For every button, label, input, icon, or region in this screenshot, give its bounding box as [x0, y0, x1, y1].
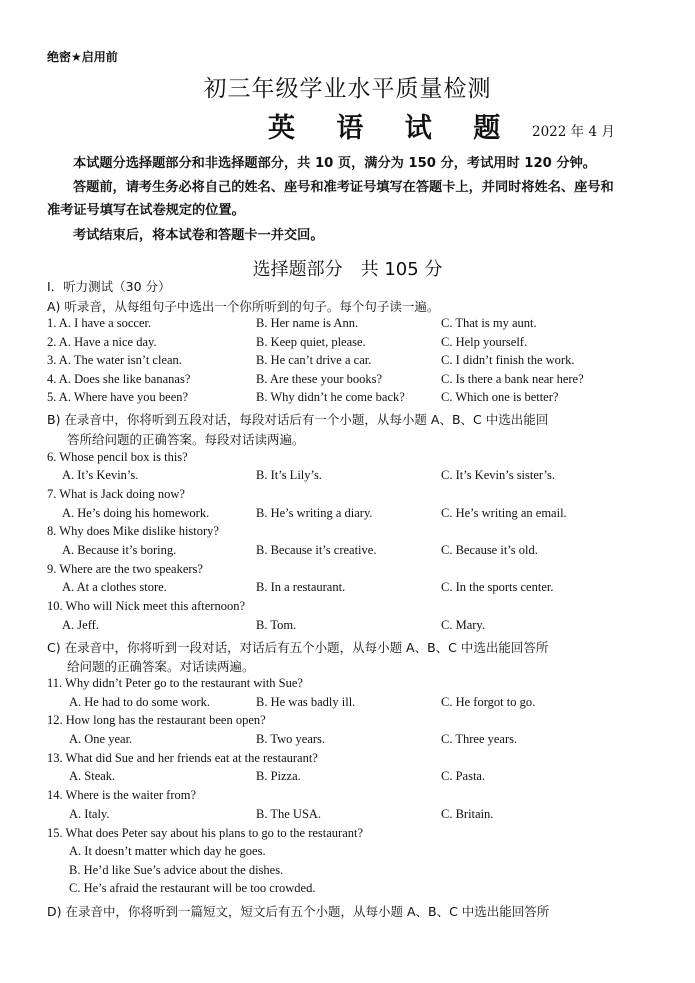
q12-option-b: B. Two years. — [256, 732, 326, 746]
partD-instruction-1: D) 在录音中，你将听到一篇短文，短文后有五个小题，从每小题 A、B、C 中选出能回答所 — [47, 904, 550, 919]
q6-option-a: A. It’s Kevin’s. — [62, 468, 139, 482]
q8-option-c: C. Because it’s old. — [441, 543, 538, 557]
q4-option-a: 4. A. Does she like bananas? — [47, 372, 191, 386]
q2-option-b: B. Keep quiet, please. — [256, 335, 366, 349]
q5-option-a: 5. A. Where have you been? — [47, 390, 189, 404]
q4-option-b: B. Are these your books? — [256, 372, 383, 386]
q9-option-a: A. At a clothes store. — [62, 580, 167, 594]
q1-option-b: B. Her name is Ann. — [256, 316, 359, 330]
q3-option-b: B. He can’t drive a car. — [256, 353, 372, 367]
q8-option-b: B. Because it’s creative. — [256, 543, 377, 557]
q9-option-c: C. In the sports center. — [441, 580, 554, 594]
q1-option-a: 1. A. I have a soccer. — [47, 316, 152, 330]
q14-option-b: B. The USA. — [256, 807, 322, 821]
instruction-3: 考试结束后，将本试卷和答题卡一并交回。 — [73, 228, 324, 243]
q7-option-b: B. He’s writing a diary. — [256, 506, 373, 520]
exam-title: 初三年级学业水平质量检测 — [203, 76, 492, 102]
instruction-2a: 答题前，请考生务必将自己的姓名、座号和准考证号填写在答题卡上，并同时将姓名、座号和 — [73, 180, 614, 195]
q13-question: 13. What did Sue and her friends eat at the restaurant? — [47, 751, 318, 765]
q3-option-a: 3. A. The water isn’t clean. — [47, 353, 182, 367]
section-title: 选择题部分 共 105 分 — [252, 259, 443, 280]
q5-option-b: B. Why didn’t he come back? — [256, 390, 405, 404]
q14-option-c: C. Britain. — [441, 807, 494, 821]
q11-option-c: C. He forgot to go. — [441, 695, 536, 709]
q13-option-b: B. Pizza. — [256, 769, 301, 783]
instruction-1: 本试题分选择题部分和非选择题部分，共 10 页，满分为 150 分，考试用时 120 分钟。 — [73, 156, 596, 171]
instruction-2b: 准考证号填写在试卷规定的位置。 — [47, 203, 245, 218]
q12-option-a: A. One year. — [69, 732, 133, 746]
q15-option-a: A. It doesn’t matter which day he goes. — [69, 844, 266, 858]
q6-question: 6. Whose pencil box is this? — [47, 450, 188, 464]
exam-subject-title: 英 语 试 题 — [268, 113, 517, 144]
q10-option-a: A. Jeff. — [62, 618, 99, 632]
q8-question: 8. Why does Mike dislike history? — [47, 524, 219, 538]
q11-option-a: A. He had to do some work. — [69, 695, 210, 709]
partA-instruction: A) 听录音，从每组句子中选出一个你所听到的句子。每个句子读一遍。 — [47, 299, 440, 314]
q13-option-a: A. Steak. — [69, 769, 116, 783]
q5-option-c: C. Which one is better? — [441, 390, 559, 404]
q10-option-b: B. Tom. — [256, 618, 297, 632]
q2-option-a: 2. A. Have a nice day. — [47, 335, 157, 349]
q9-option-b: B. In a restaurant. — [256, 580, 346, 594]
confidential-label: 绝密★启用前 — [47, 50, 118, 64]
q10-option-c: C. Mary. — [441, 618, 485, 632]
partC-instruction-2: 给问题的正确答案。对话读两遍。 — [67, 659, 255, 674]
q1-option-c: C. That is my aunt. — [441, 316, 537, 330]
q15-question: 15. What does Peter say about his plans to go to the restaurant? — [47, 826, 364, 840]
q4-option-c: C. Is there a bank near here? — [441, 372, 584, 386]
q11-question: 11. Why didn’t Peter go to the restaurant with Sue? — [47, 676, 303, 690]
part1-heading: I．听力测试（30 分） — [47, 279, 171, 294]
q13-option-c: C. Pasta. — [441, 769, 486, 783]
q10-question: 10. Who will Nick meet this afternoon? — [47, 599, 245, 613]
q12-question: 12. How long has the restaurant been open? — [47, 713, 266, 727]
q15-option-b: B. He’d like Sue’s advice about the dishes. — [69, 863, 284, 877]
q6-option-b: B. It’s Lily’s. — [256, 468, 322, 482]
q2-option-c: C. Help yourself. — [441, 335, 528, 349]
q11-option-b: B. He was badly ill. — [256, 695, 356, 709]
q7-question: 7. What is Jack doing now? — [47, 487, 185, 501]
q14-question: 14. Where is the waiter from? — [47, 788, 197, 802]
q6-option-c: C. It’s Kevin’s sister’s. — [441, 468, 556, 482]
q14-option-a: A. Italy. — [69, 807, 110, 821]
partC-instruction-1: C) 在录音中，你将听到一段对话，对话后有五个小题，从每小题 A、B、C 中选出能回答所 — [47, 640, 549, 655]
q3-option-c: C. I didn’t finish the work. — [441, 353, 575, 367]
q8-option-a: A. Because it’s boring. — [62, 543, 177, 557]
q7-option-c: C. He’s writing an email. — [441, 506, 567, 520]
partB-instruction-1: B) 在录音中，你将听到五段对话，每段对话后有一个小题，从每小题 A、B、C 中选出能回 — [47, 412, 549, 427]
q7-option-a: A. He’s doing his homework. — [62, 506, 210, 520]
exam-date: 2022 年 4 月 — [532, 124, 615, 140]
q9-question: 9. Where are the two speakers? — [47, 562, 203, 576]
q15-option-c: C. He’s afraid the restaurant will be too crowded. — [69, 881, 316, 895]
q12-option-c: C. Three years. — [441, 732, 518, 746]
partB-instruction-2: 答所给问题的正确答案。每段对话读两遍。 — [67, 432, 305, 447]
